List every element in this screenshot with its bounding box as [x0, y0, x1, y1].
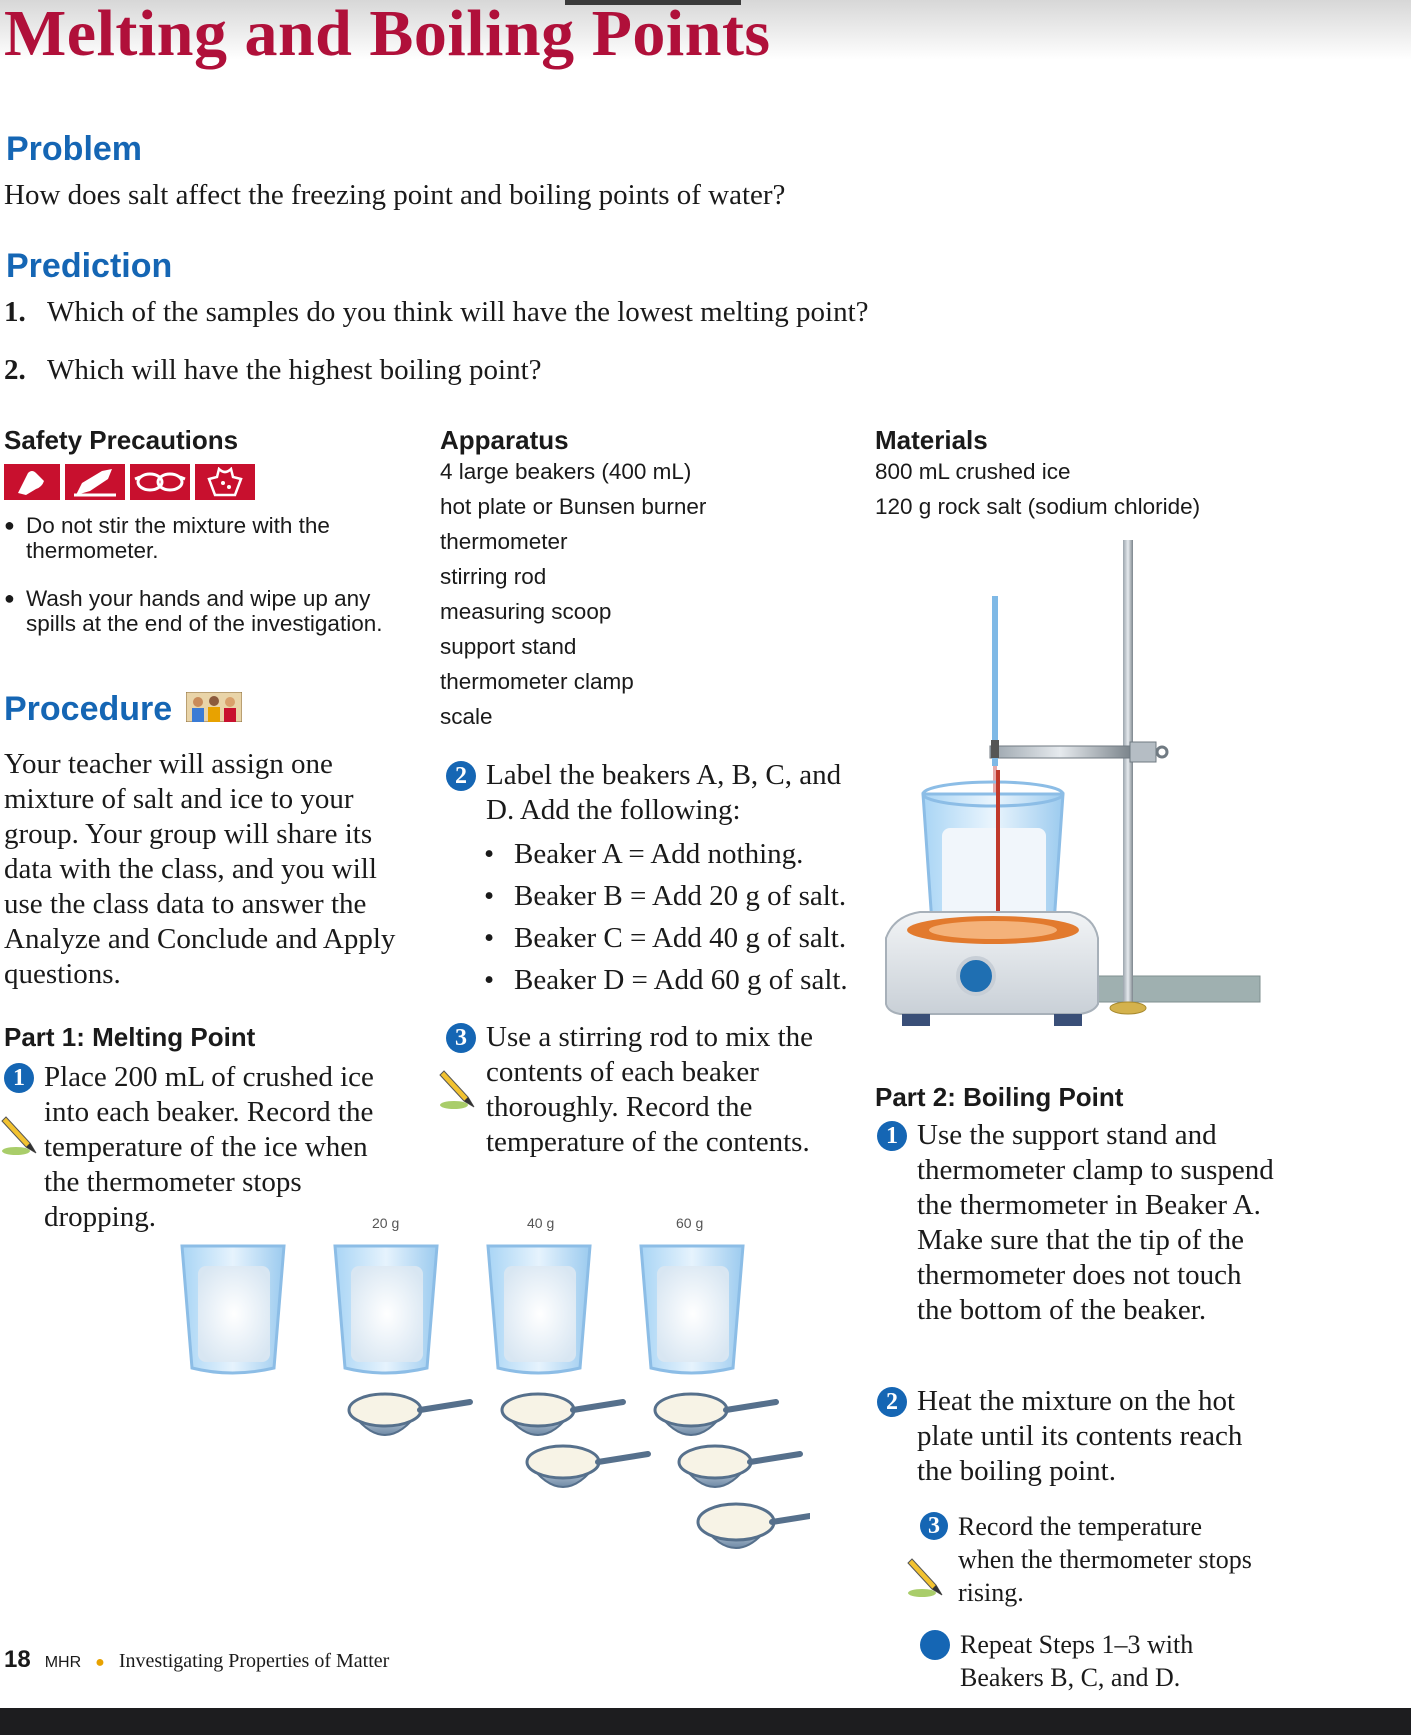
problem-heading: Problem — [6, 130, 143, 168]
part1-step-2 — [446, 758, 866, 828]
materials-item: 120 g rock salt (sodium chloride) — [875, 494, 1201, 519]
part1-step-1 — [4, 1060, 404, 1235]
prediction-num-1: 1. — [4, 296, 26, 328]
melting-point-figure — [170, 1210, 810, 1610]
apparatus-item: 4 large beakers (400 mL) — [440, 459, 692, 484]
beaker-list — [484, 833, 848, 1001]
part1-step-1-text: Place 200 mL of crushed ice into each beaker. Record the temperature of the ice when the thermometer stops dropping. — [44, 1061, 374, 1233]
part2-step-4 — [920, 1628, 1260, 1694]
pencil-icon — [906, 1555, 946, 1602]
beaker-a — [182, 1246, 284, 1373]
page-footer — [4, 1646, 389, 1674]
figure-label-20g: 20 g — [372, 1215, 400, 1231]
bottom-bar — [0, 1708, 1411, 1735]
prediction-heading: Prediction — [6, 247, 173, 285]
step-number-badge: 1 — [4, 1063, 34, 1093]
prediction-text-2: Which will have the highest boiling point? — [47, 354, 542, 386]
page-title: Melting and Boiling Points — [4, 0, 771, 70]
part2-step-3-text: Record the temperature when the thermometer stops rising. — [958, 1512, 1252, 1607]
beaker-list-item: • Beaker A = Add nothing. — [484, 833, 848, 875]
step-number-badge — [920, 1630, 950, 1660]
boiling-apparatus-figure — [880, 540, 1280, 1060]
procedure-heading: Procedure — [4, 690, 173, 728]
apparatus-item: hot plate or Bunsen burner — [440, 494, 707, 519]
step-number-badge: 3 — [446, 1023, 476, 1053]
part1-step-3 — [446, 1020, 846, 1160]
apparatus-item: scale — [440, 704, 493, 729]
hand-icon — [4, 464, 60, 500]
prediction-item-1 — [4, 295, 869, 330]
step-number-badge: 3 — [920, 1512, 948, 1540]
prediction-num-2: 2. — [4, 354, 26, 386]
publisher-label: MHR — [44, 1654, 82, 1671]
part2-step-2 — [877, 1384, 1277, 1489]
pencil-icon — [438, 1067, 478, 1114]
procedure-heading-row — [4, 690, 242, 729]
measuring-scoop — [655, 1394, 810, 1548]
beaker-d — [641, 1246, 743, 1373]
beaker-c — [488, 1246, 590, 1373]
book-title: Investigating Properties of Matter — [118, 1650, 390, 1672]
materials-list — [875, 454, 1200, 524]
part2-step-2-text: Heat the mixture on the hot plate until its contents reach the boiling point. — [917, 1385, 1243, 1487]
flame-icon — [65, 464, 125, 500]
apparatus-item: support stand — [440, 634, 577, 659]
prediction-item-2 — [4, 353, 542, 388]
measuring-scoop — [502, 1394, 648, 1487]
safety-icons — [4, 464, 255, 500]
part2-heading: Part 2: Boiling Point — [875, 1082, 1124, 1112]
apparatus-item: thermometer — [440, 529, 568, 554]
part1-step-3-text: Use a stirring rod to mix the contents of each beaker thoroughly. Record the temperature of the contents. — [486, 1021, 814, 1158]
apparatus-item: thermometer clamp — [440, 669, 634, 694]
part2-step-1 — [877, 1118, 1277, 1328]
group-work-icon — [186, 692, 242, 727]
prediction-text-1: Which of the samples do you think will have the lowest melting point? — [47, 296, 869, 328]
beaker-list-item: • Beaker D = Add 60 g of salt. — [484, 959, 848, 1001]
beaker-list-item: • Beaker C = Add 40 g of salt. — [484, 917, 848, 959]
figure-label-40g: 40 g — [527, 1215, 555, 1231]
step-number-badge: 1 — [877, 1121, 907, 1151]
safety-list — [4, 513, 409, 636]
materials-heading: Materials — [875, 425, 988, 455]
part2-step-1-text: Use the support stand and thermometer clamp to suspend the thermometer in Beaker A. Make sure that the tip of the thermometer does not touch the bottom of the beaker. — [917, 1119, 1274, 1326]
footer-dot: ● — [95, 1654, 105, 1671]
materials-item: 800 mL crushed ice — [875, 459, 1071, 484]
part1-step-2-text: Label the beakers A, B, C, and D. Add the following: — [486, 759, 842, 826]
beaker-b — [335, 1246, 437, 1373]
problem-text: How does salt affect the freezing point and boiling points of water? — [4, 179, 786, 211]
goggles-icon — [130, 464, 190, 500]
safety-item-1: ● Do not stir the mixture with the thermometer. — [4, 513, 409, 563]
part2-step-3 — [920, 1510, 1260, 1609]
part1-heading: Part 1: Melting Point — [4, 1022, 256, 1052]
apparatus-list — [440, 454, 706, 734]
apparatus-item: stirring rod — [440, 564, 547, 589]
pencil-icon — [0, 1113, 40, 1160]
measuring-scoop — [349, 1394, 470, 1435]
beaker-list-item: • Beaker B = Add 20 g of salt. — [484, 875, 848, 917]
part2-step-4-text: Repeat Steps 1–3 with Beakers B, C, and D. — [960, 1630, 1194, 1692]
apparatus-heading: Apparatus — [440, 425, 569, 455]
safety-heading: Safety Precautions — [4, 425, 239, 455]
page-number: 18 — [4, 1646, 31, 1673]
figure-label-60g: 60 g — [676, 1215, 704, 1231]
apparatus-item: measuring scoop — [440, 599, 612, 624]
procedure-intro: Your teacher will assign one mixture of salt and ice to your group. Your group will share its data with the class, and you will use the class data to answer the Analyze and Conclude and Apply questions. — [4, 748, 396, 990]
apron-icon — [195, 464, 255, 500]
safety-item-2: ● Wash your hands and wipe up any spills at the end of the investigation. — [4, 586, 409, 636]
step-number-badge: 2 — [877, 1387, 907, 1417]
step-number-badge: 2 — [446, 761, 476, 791]
